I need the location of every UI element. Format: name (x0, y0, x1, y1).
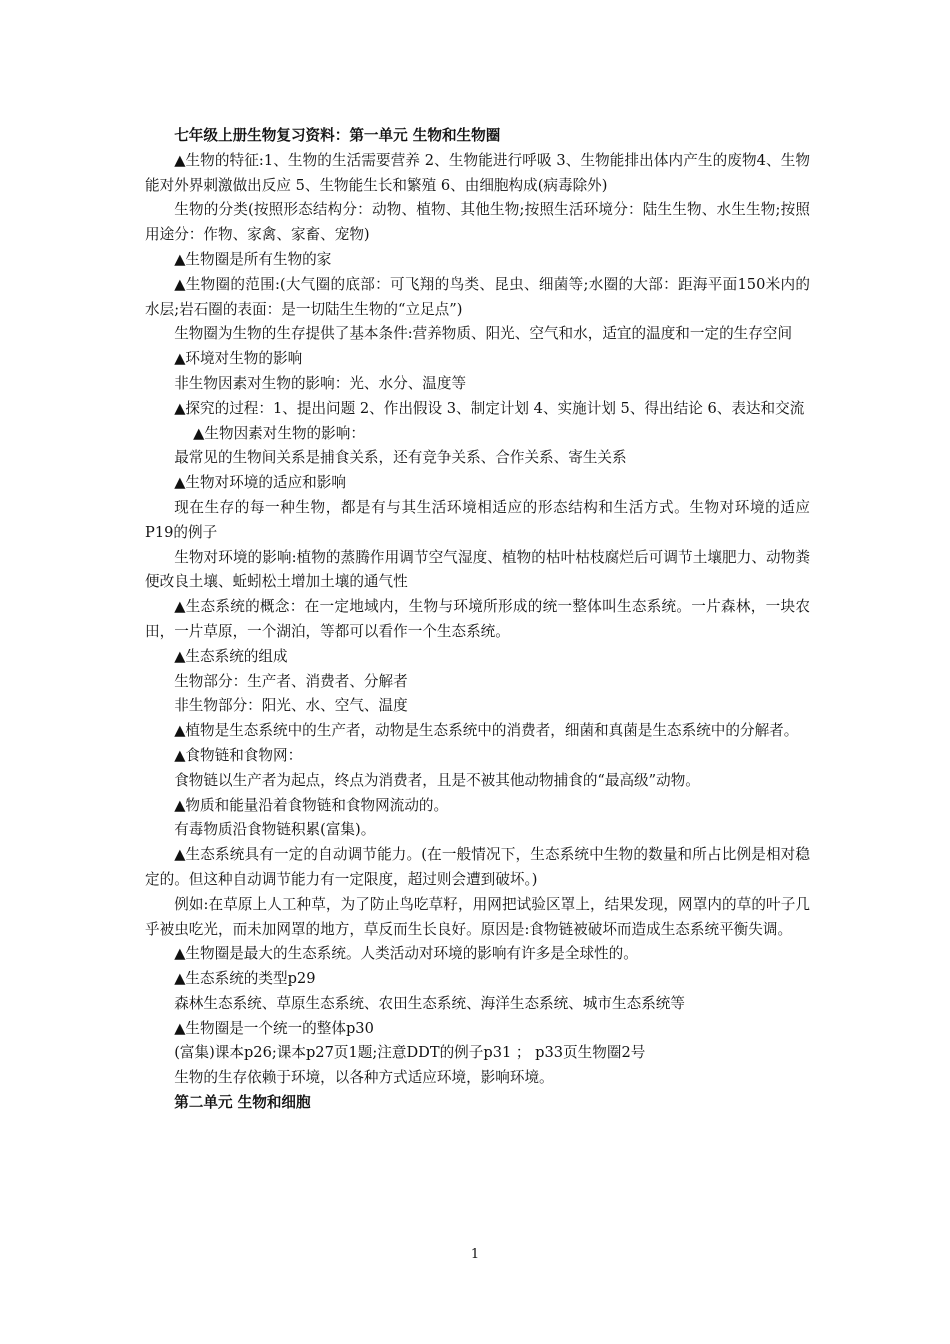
paragraph: ▲探究的过程：1、提出问题 2、作出假设 3、制定计划 4、实施计划 5、得出结论 6、表达和交流 (174, 399, 805, 417)
paragraph: 现在生存的每一种生物，都是有与其生活环境相适应的形态结构和生活方式。生物对环境的适应P19的例子 (145, 498, 810, 541)
section-heading: 第二单元 生物和细胞 (174, 1094, 311, 1112)
paragraph: 生物的分类(按照形态结构分：动物、植物、其他生物;按照生活环境分：陆生生物、水生生物;按照用途分：作物、家禽、家畜、宠物) (145, 201, 810, 244)
paragraph: ▲生物圈是所有生物的家 (174, 250, 332, 268)
paragraph: ▲环境对生物的影响 (174, 350, 303, 368)
paragraph: (富集)课本p26;课本p27页1题;注意DDT的例子p31 ； p33页生物圈2号 (174, 1044, 646, 1062)
paragraph: 有毒物质沿食物链积累(富集)。 (174, 821, 376, 839)
paragraph: 生物的生存依赖于环境，以各种方式适应环境，影响环境。 (174, 1069, 554, 1087)
paragraph: ▲生物因素对生物的影响： (193, 424, 365, 442)
paragraph: ▲生物圈是一个统一的整体p30 (174, 1019, 374, 1037)
page-number: 1 (470, 1247, 480, 1262)
paragraph: ▲生物对环境的适应和影响 (174, 474, 346, 492)
paragraph: ▲生物圈是最大的生态系统。人类活动对环境的影响有许多是全球性的。 (174, 945, 638, 963)
paragraph: ▲植物是生态系统中的生产者，动物是生态系统中的消费者，细菌和真菌是生态系统中的分解者。 (174, 722, 799, 740)
paragraph: ▲生态系统的类型p29 (174, 970, 316, 988)
paragraph: 非生物因素对生物的影响：光、水分、温度等 (174, 374, 467, 392)
paragraph: ▲生态系统的组成 (174, 647, 288, 665)
paragraph: ▲生态系统的概念：在一定地域内，生物与环境所形成的统一整体叫生态系统。一片森林，一块农田，一片草原，一个湖泊，等都可以看作一个生态系统。 (145, 598, 810, 640)
paragraph: 食物链以生产者为起点，终点为消费者，且是不被其他动物捕食的“最高级”动物。 (174, 771, 700, 789)
paragraph: 森林生态系统、草原生态系统、农田生态系统、海洋生态系统、城市生态系统等 (174, 994, 685, 1012)
paragraph: ▲食物链和食物网： (174, 746, 303, 764)
paragraph: ▲生物的特征:1、生物的生活需要营养 2、生物能进行呼吸 3、生物能排出体内产生的废物4、生物能对外界刺激做出反应 5、生物能生长和繁殖 6、由细胞构成(病毒除外) (145, 151, 810, 194)
paragraph: 生物对环境的影响:植物的蒸腾作用调节空气湿度、植物的枯叶枯枝腐烂后可调节土壤肥力、动物粪便改良土壤、蚯蚓松土增加土壤的通气性 (145, 548, 810, 591)
paragraph: 七年级上册生物复习资料：第一单元 生物和生物圈 (174, 127, 501, 144)
document-body (145, 124, 810, 1116)
paragraph: 生物圈为生物的生存提供了基本条件:营养物质、阳光、空气和水，适宜的温度和一定的生存空间 (174, 325, 793, 343)
paragraph: 非生物部分：阳光、水、空气、温度 (174, 697, 408, 715)
paragraph: ▲物质和能量沿着食物链和食物网流动的。 (174, 796, 449, 814)
paragraph: 例如:在草原上人工种草，为了防止鸟吃草籽，用网把试验区罩上，结果发现，网罩内的草的叶子几乎被虫吃光，而未加网罩的地方，草反而生长良好。原因是:食物链被破坏而造成生态系统平衡失调。 (145, 895, 810, 938)
paragraph: 生物部分：生产者、消费者、分解者 (174, 672, 408, 690)
paragraph: 最常见的生物间关系是捕食关系，还有竞争关系、合作关系、寄生关系 (174, 449, 627, 467)
paragraph: ▲生态系统具有一定的自动调节能力。(在一般情况下，生态系统中生物的数量和所占比例是相对稳定的。但这种自动调节能力有一定限度，超过则会遭到破坏。) (145, 846, 810, 888)
paragraph: ▲生物圈的范围:(大气圈的底部：可飞翔的鸟类、昆虫、细菌等;水圈的大部：距海平面150米内的水层;岩石圈的表面：是一切陆生生物的“立足点”) (145, 275, 810, 318)
